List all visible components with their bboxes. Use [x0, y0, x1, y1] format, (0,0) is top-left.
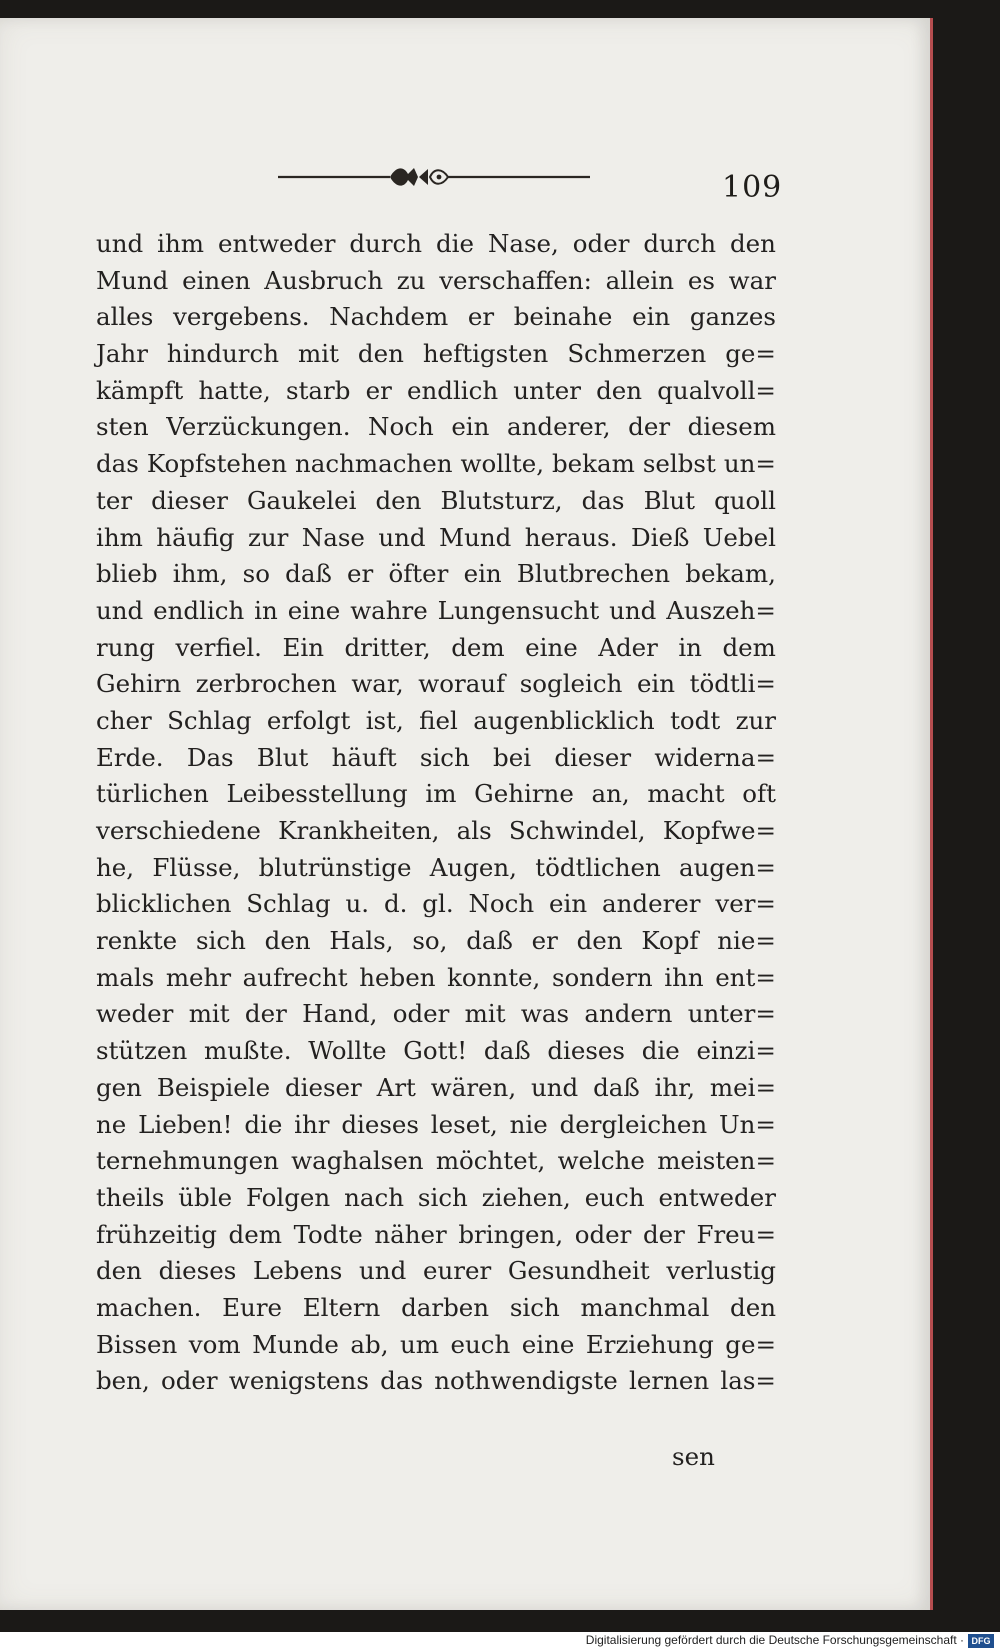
text-line: türlichen Leibesstellung im Gehirne an, macht oft [96, 779, 776, 809]
text-line: mals mehr aufrecht heben konnte, sondern ihn ent= [96, 962, 776, 992]
text-line: das Kopfstehen nachmachen wollte, bekam selbst un= [96, 449, 776, 479]
text-line: ihm häufig zur Nase und Mund heraus. Dieß Uebel [96, 522, 776, 552]
text-line: sten Verzückungen. Noch ein anderer, der diesem [96, 412, 776, 442]
text-line: cher Schlag erfolgt ist, fiel augenblicklich todt zur [96, 705, 776, 735]
text-line: ter dieser Gaukelei den Blutsturz, das Blut quoll [96, 485, 776, 515]
text-line: theils üble Folgen nach sich ziehen, euch entweder [96, 1182, 776, 1212]
footer-credit: Digitalisierung gefördert durch die Deutsche Forschungsgemeinschaft · [585, 1633, 964, 1647]
text-line: gen Beispiele dieser Art wären, und daß ihr, mei= [96, 1072, 776, 1102]
text-line: blieb ihm, so daß er öfter ein Blutbrechen bekam, [96, 559, 776, 589]
text-line: kämpft hatte, starb er endlich unter den qualvoll= [96, 375, 776, 405]
text-line: machen. Eure Eltern darben sich manchmal den [96, 1292, 776, 1322]
text-line: ne Lieben! die ihr dieses leset, nie dergleichen Un= [96, 1109, 776, 1139]
text-line: Bissen vom Munde ab, um euch eine Erziehung ge= [96, 1329, 776, 1359]
text-line: Erde. Das Blut häuft sich bei dieser widerna= [96, 742, 776, 772]
text-line: frühzeitig dem Todte näher bringen, oder der Freu= [96, 1219, 776, 1249]
dfg-logo-icon: DFG [968, 1634, 994, 1648]
text-line: weder mit der Hand, oder mit was andern unter= [96, 999, 776, 1029]
text-line: ben, oder wenigstens das nothwendigste lernen las= [96, 1366, 776, 1396]
text-line: blicklichen Schlag u. d. gl. Noch ein anderer ver= [96, 889, 776, 919]
ornament-divider-icon [278, 160, 590, 194]
text-line: ternehmungen waghalsen möchtet, welche meisten= [96, 1146, 776, 1176]
text-line: und ihm entweder durch die Nase, oder durch den [96, 229, 776, 258]
text-line: renkte sich den Hals, so, daß er den Kopf nie= [96, 926, 776, 956]
text-line: den dieses Lebens und eurer Gesundheit verlustig [96, 1256, 776, 1286]
text-line: Mund einen Ausbruch zu verschaffen: allein es war [96, 265, 776, 295]
book-page [0, 18, 933, 1610]
text-line: he, Flüsse, blutrünstige Augen, tödtlichen augen= [96, 852, 776, 882]
text-line: stützen mußte. Wollte Gott! daß dieses die einzi= [96, 1036, 776, 1066]
text-line: und endlich in eine wahre Lungensucht und Auszeh= [96, 595, 776, 625]
text-line: alles vergebens. Nachdem er beinahe ein ganzes [96, 302, 776, 332]
footer-bar [0, 1632, 1000, 1651]
text-line: Jahr hindurch mit den heftigsten Schmerzen ge= [96, 339, 776, 369]
text-line: rung verfiel. Ein dritter, dem eine Ader in dem [96, 632, 776, 662]
text-line: Gehirn zerbrochen war, worauf sogleich ein tödtli= [96, 669, 776, 699]
page-number: 109 [722, 170, 783, 205]
body-text [96, 226, 776, 1400]
text-line: verschiedene Krankheiten, als Schwindel, Kopfwe= [96, 816, 776, 845]
catchword: sen [672, 1442, 715, 1471]
